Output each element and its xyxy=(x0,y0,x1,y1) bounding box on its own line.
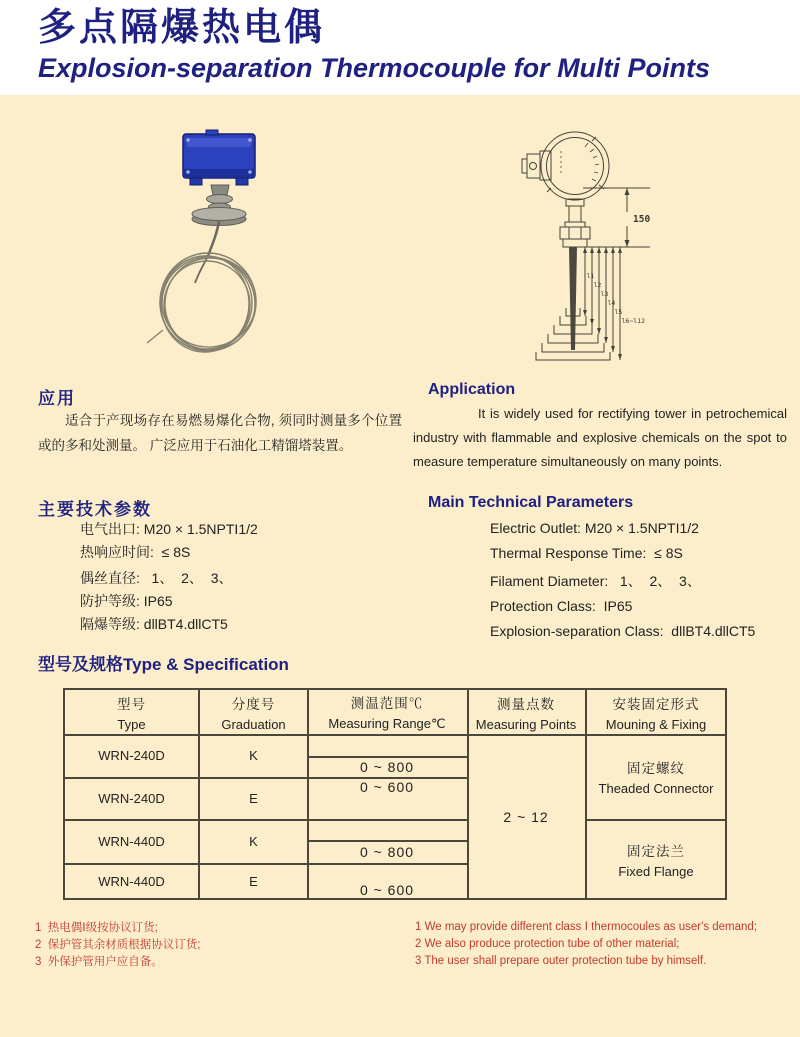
dimension-l4-label: l4 xyxy=(607,299,616,307)
dimension-l2-label: l2 xyxy=(593,281,602,289)
parameters-list-en xyxy=(490,516,755,644)
header-range-en: Measuring Range℃ xyxy=(328,716,446,731)
page-title-chinese: 多点隔爆热电偶 xyxy=(38,7,326,49)
dimension-drawing xyxy=(500,120,730,380)
spec-table xyxy=(63,688,727,900)
header-cell-range xyxy=(309,692,465,732)
cell-type-row3: WRN-440D xyxy=(98,833,165,849)
param-en-electric-outlet: Electric Outlet: M20 × 1.5NPTI1/2 xyxy=(490,520,699,536)
cell-graduation-row3: K xyxy=(249,833,258,849)
cell-points-merged: 2 ~ 12 xyxy=(503,809,549,825)
dimension-l1-label: l1 xyxy=(586,272,595,280)
cell-range-2: 0 ~ 600 xyxy=(359,779,415,795)
footnote-en-3: 3 The user shall prepare outer protection tube by himself. xyxy=(415,955,707,967)
parameters-heading-zh: 主要技术参数 xyxy=(38,500,152,519)
header-mounting-zh: 安装固定形式 xyxy=(612,696,700,712)
application-body-en: It is widely used for rectifying tower in petrochemical industry with flammable and explosive chemicals on the spot to measure temperature simultaneously on many points. xyxy=(413,406,787,469)
mounting-threaded-zh: 固定螺纹 xyxy=(627,761,685,776)
footnotes-en xyxy=(415,919,757,970)
dimension-l6-l12-label: l6~l12 xyxy=(621,317,645,325)
application-heading-zh: 应用 xyxy=(38,389,76,408)
header-points-zh: 测量点数 xyxy=(497,696,555,712)
header-cell-points xyxy=(469,692,583,732)
header-graduation-zh: 分度号 xyxy=(231,696,276,712)
footnote-en-2: 2 We also produce protection tube of other material; xyxy=(415,938,680,950)
spec-section-heading: 型号及规格Type & Specification xyxy=(38,655,289,674)
cell-type-row4: WRN-440D xyxy=(98,874,165,889)
footnote-zh-1: 1 热电偶Ⅰ级按协议订货; xyxy=(35,922,158,934)
footnote-zh-3: 3 外保护管用户应自备。 xyxy=(35,956,163,968)
parameters-list-zh xyxy=(80,518,258,636)
header-cell-type xyxy=(65,692,198,732)
param-zh-protection-class: 防护等级: IP65 xyxy=(80,593,173,609)
technical-drawing xyxy=(500,120,730,380)
param-zh-filament-diameter: 偶丝直径: 1、 2、 3、 xyxy=(80,570,233,586)
param-zh-explosion-class: 隔爆等级: dllBT4.dllCT5 xyxy=(80,616,228,632)
cell-graduation-row1: K xyxy=(249,748,258,763)
cell-range-3: 0 ~ 800 xyxy=(359,843,415,860)
header-graduation-en: Graduation xyxy=(221,716,286,732)
dimension-l5-label: l5 xyxy=(614,308,623,316)
header-cell-graduation xyxy=(200,692,307,732)
application-heading-en: Application xyxy=(428,381,516,398)
param-en-explosion-class: Explosion-separation Class: dllBT4.dllCT5 xyxy=(490,623,756,639)
cell-mounting-flange xyxy=(587,821,725,898)
dimension-150-label: 150 xyxy=(633,214,651,225)
param-zh-thermal-response: 热响应时间: ≤ 8S xyxy=(80,544,191,560)
mounting-flange-zh: 固定法兰 xyxy=(627,844,685,859)
param-en-protection-class: Protection Class: IP65 xyxy=(490,598,633,614)
param-en-filament-diameter: Filament Diameter: 1、 2、 3、 xyxy=(490,573,701,589)
cell-graduation-row2: E xyxy=(249,790,258,806)
header-points-en: Measuring Points xyxy=(475,716,577,732)
header-cell-mounting xyxy=(587,692,725,732)
title-block xyxy=(38,8,710,84)
header-range-zh: 测温范围℃ xyxy=(350,696,424,711)
cell-mounting-threaded xyxy=(587,736,725,817)
param-zh-electric-outlet: 电气出口: M20 × 1.5NPTI1/2 xyxy=(80,521,258,537)
footnote-en-1: 1 We may provide different class Ⅰ thermocoules as user's demand; xyxy=(415,921,758,933)
mounting-flange-en: Fixed Flange xyxy=(618,864,694,879)
param-en-thermal-response: Thermal Response Time: ≤ 8S xyxy=(490,545,683,561)
cell-graduation-row4: E xyxy=(249,874,258,889)
cell-range-4: 0 ~ 600 xyxy=(359,882,415,898)
parameters-heading-en: Main Technical Parameters xyxy=(428,494,634,511)
footnote-zh-2: 2 保护管其余材质根据协议订货; xyxy=(35,939,201,951)
thermocouple-photo-illustration xyxy=(140,120,340,380)
header-type-en: Type xyxy=(117,716,146,732)
mounting-threaded-en: Theaded Connector xyxy=(598,781,714,796)
header-type-zh: 型号 xyxy=(117,696,146,712)
footnotes-zh xyxy=(35,920,200,971)
application-body-zh: 适合于产现场存在易燃易爆化合物, 须同时测量多个位置或的多和处测量。 广泛应用于石油化工精馏塔装置。 xyxy=(38,413,402,453)
dimension-l3-label: l3 xyxy=(600,290,609,298)
page-title-english: Explosion-separation Thermocouple for Multi Points xyxy=(38,52,711,83)
cell-range-1: 0 ~ 800 xyxy=(359,758,415,775)
cell-type-row2: WRN-240D xyxy=(98,790,165,806)
product-photo xyxy=(140,120,340,380)
header-mounting-en: Mouning & Fixing xyxy=(605,716,707,732)
cell-type-row1: WRN-240D xyxy=(98,748,165,763)
